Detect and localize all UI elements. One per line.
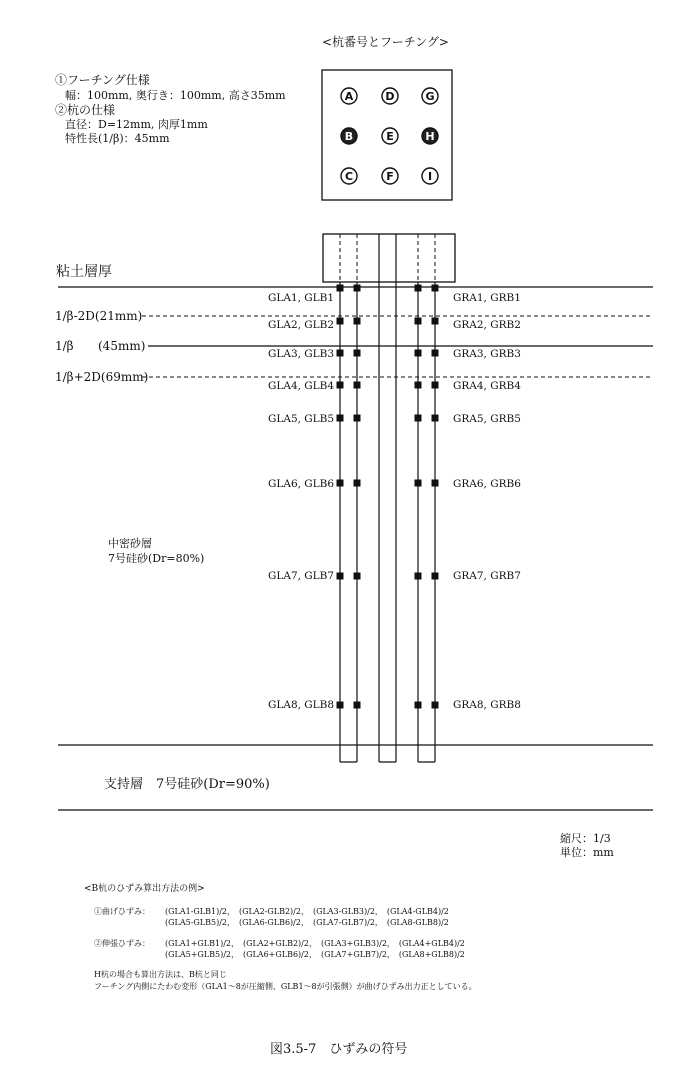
gauge-label-left: GLA3, GLB3 [268,348,335,360]
depth-mark-21: 1/β-2D(21mm) [55,309,143,323]
pile-marker-f [382,168,398,184]
note-h-pile: H杭の場合も算出方法は、B杭と同じ [94,970,227,979]
gauge-label-right: GRA3, GRB3 [453,348,521,360]
figure-caption: 図3.5-7 ひずみの符号 [270,1042,408,1057]
axial-formula-row2: (GLA5+GLB5)/2， (GLA6+GLB6)/2， (GLA7+GLB7)/2， (GLA8+GLB8)/2 [165,950,465,959]
gauge-label-left: GLA5, GLB5 [268,413,335,425]
bend-label: ①曲げひずみ： [94,907,150,916]
gauge-label-right: GRA4, GRB4 [453,380,521,392]
bend-formula-row1: (GLA1-GLB1)/2， (GLA2-GLB2)/2， (GLA3-GLB3)/2， (GLA4-GLB4)/2 [165,907,449,916]
scale-label: 縮尺：1/3 [560,832,611,845]
strain-gauge-marker [415,415,422,422]
depth-mark-45-a: 1/β [55,339,74,353]
gauge-label-left: GLA2, GLB2 [268,319,335,331]
gauge-label-left: GLA1, GLB1 [268,292,335,304]
axial-formula-row1: (GLA1+GLB1)/2， (GLA2+GLB2)/2， (GLA3+GLB3)/2， (GLA4+GLB4)/2 [165,939,465,948]
strain-gauge-marker [354,285,361,292]
pile-letter: E [386,130,394,143]
strain-gauge-marker [432,415,439,422]
strain-gauge-marker [415,480,422,487]
gauge-label-right: GRA8, GRB8 [453,699,521,711]
unit-label: 単位：mm [560,846,614,859]
pile-marker-c [341,168,357,184]
sand-layer-label: 中密砂層 [108,537,152,550]
strain-gauge-marker [415,573,422,580]
pile-marker-g [422,88,438,104]
strain-gauge-marker [354,318,361,325]
pile-letter: C [344,170,354,183]
strain-gauge-marker [354,382,361,389]
gauge-label-right: GRA5, GRB5 [453,413,521,425]
strain-gauge-marker [337,318,344,325]
strain-gauge-marker [337,285,344,292]
strain-gauge-marker [432,702,439,709]
bend-formula-row2: (GLA5-GLB5)/2， (GLA6-GLB6)/2， (GLA7-GLB7)/2， (GLA8-GLB8)/2 [165,918,449,927]
sand-layer-spec: 7号硅砂(Dr=80%) [108,552,205,565]
gauge-markers [337,285,439,709]
pile-marker-i [422,168,438,184]
gauge-label-left: GLA6, GLB6 [268,478,335,490]
gauge-label-right: GRA2, GRB2 [453,319,521,331]
gauge-label-left: GLA8, GLB8 [268,699,335,711]
pile-letter: F [386,170,394,183]
pile-letter: H [425,130,435,143]
note-sign-convention: フーチング内側にたわむ変形（GLA1～8が圧縮側、GLB1～8が引張側）が曲げひずみ出力正としている。 [94,982,477,991]
clay-layer-label: 粘土層厚 [56,264,112,280]
grid-title: <杭番号とフーチング> [322,35,449,49]
strain-gauge-marker [337,480,344,487]
strain-gauge-marker [354,415,361,422]
pile-marker-d [382,88,398,104]
footing-heading: ①フーチング仕様 [55,73,150,87]
gauge-label-left: GLA7, GLB7 [268,570,335,582]
strain-gauge-marker [415,318,422,325]
strain-gauge-marker [415,285,422,292]
pile-char-length: 特性長(1/β)：45mm [65,132,170,145]
pile-center [379,234,396,762]
strain-gauge-marker [337,350,344,357]
strain-gauge-marker [354,480,361,487]
strain-gauge-marker [432,318,439,325]
depth-mark-45-b: (45mm) [98,339,146,353]
strain-gauge-marker [432,285,439,292]
gauge-label-right: GRA6, GRB6 [453,478,521,490]
strain-gauge-marker [415,350,422,357]
pile-grid [341,88,438,184]
strain-gauge-marker [337,382,344,389]
pile-letter: G [425,90,435,103]
strain-gauge-marker [337,573,344,580]
strain-gauge-marker [354,573,361,580]
pile-heading: ②杭の仕様 [55,103,116,117]
gauge-label-right: GRA7, GRB7 [453,570,521,582]
strain-gauge-marker [432,480,439,487]
strain-gauge-marker [354,350,361,357]
pile-letter: B [344,130,354,143]
pile-letter: I [427,170,433,183]
gauge-label-right: GRA1, GRB1 [453,292,521,304]
pile-letter: A [344,90,354,103]
pile-letter: D [385,90,395,103]
axial-label: ②伸張ひずみ： [94,939,150,948]
strain-gauge-marker [337,415,344,422]
strain-gauge-marker [415,702,422,709]
strain-gauge-marker [354,702,361,709]
pile-left [340,234,357,762]
pile-marker-b [341,128,357,144]
footing-dims: 幅：100mm, 奥行き：100mm, 高さ35mm [65,89,286,102]
depth-mark-69: 1/β+2D(69mm) [55,370,149,384]
pile-marker-h [422,128,438,144]
pile-marker-a [341,88,357,104]
strain-gauge-marker [432,382,439,389]
strain-gauge-marker [432,350,439,357]
pile-right [418,234,435,762]
pile-marker-e [382,128,398,144]
strain-gauge-marker [415,382,422,389]
strain-gauge-marker [337,702,344,709]
gauge-label-left: GLA4, GLB4 [268,380,335,392]
support-layer-label: 支持層 7号硅砂(Dr=90%) [104,777,270,792]
pile-dims: 直径：D=12mm, 肉厚1mm [65,118,208,131]
calc-heading: <B杭のひずみ算出方法の例> [84,884,205,894]
strain-gauge-marker [432,573,439,580]
